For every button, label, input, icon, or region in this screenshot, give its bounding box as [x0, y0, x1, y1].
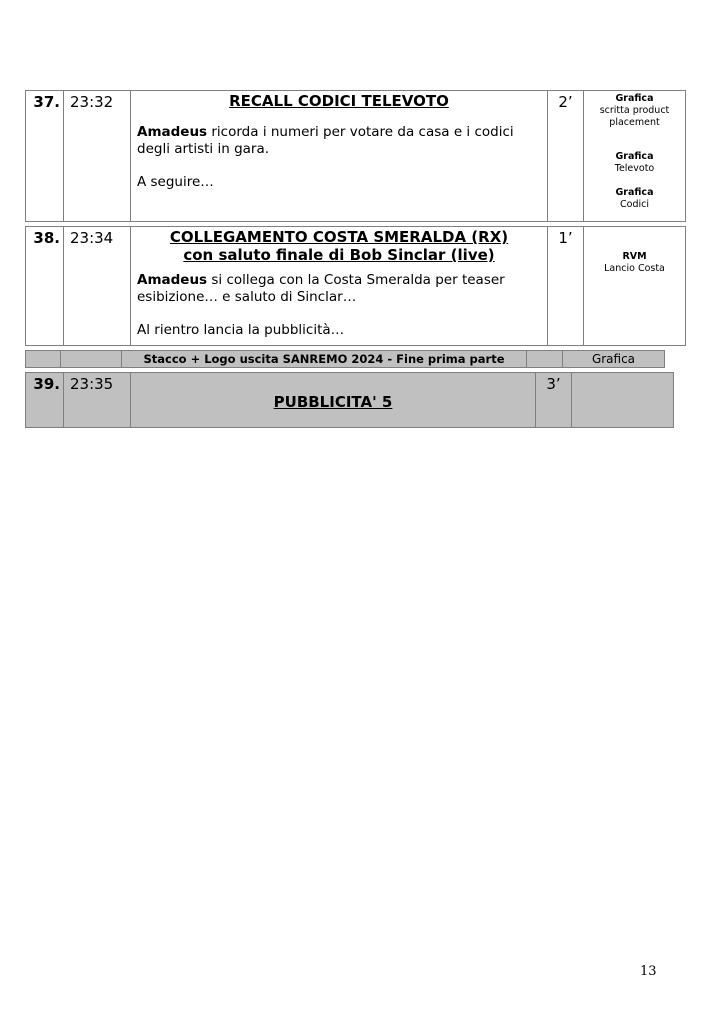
host-name: Amadeus: [137, 272, 208, 288]
segment-body: si collega con la Costa Smeralda per teaser esibizione… e saluto di Sinclar…: [137, 272, 505, 305]
segment-text: [137, 272, 541, 306]
row-time: 23:34: [64, 227, 131, 346]
note-label: Grafica: [615, 151, 654, 162]
row-notes: [572, 373, 674, 428]
rundown-row-39: [25, 372, 674, 428]
note-text: Codici: [620, 199, 649, 210]
row-notes: [584, 91, 686, 222]
page-number: 13: [640, 964, 657, 979]
empty-cell: [61, 351, 122, 368]
empty-cell: [26, 351, 61, 368]
rundown-row-38: [25, 226, 686, 346]
host-name: Amadeus: [137, 124, 208, 140]
row-description: [131, 227, 548, 346]
note-label: Grafica: [615, 93, 654, 104]
row-duration: 1’: [548, 227, 584, 346]
row-number: 37.: [26, 91, 64, 222]
segment-title: COLLEGAMENTO COSTA SMERALDA (RX): [169, 228, 509, 246]
row-time: 23:35: [64, 373, 131, 428]
note-text: scritta product placement: [599, 105, 670, 128]
row-time: 23:32: [64, 91, 131, 222]
note-text: Lancio Costa: [604, 263, 665, 274]
segment-text: [137, 124, 541, 158]
stacco-text: Stacco + Logo uscita SANREMO 2024 - Fine prima parte: [122, 351, 527, 368]
segment-follow: A seguire…: [137, 174, 214, 190]
segment-subtitle: con saluto finale di Bob Sinclar (live): [183, 246, 495, 264]
row-number: 38.: [26, 227, 64, 346]
empty-cell: [527, 351, 563, 368]
row-description: [131, 91, 548, 222]
row-notes: [584, 227, 686, 346]
row-duration: 3’: [536, 373, 572, 428]
row-number: 39.: [26, 373, 64, 428]
note-label: RVM: [622, 251, 647, 262]
row-description: [131, 373, 536, 428]
row-duration: 2’: [548, 91, 584, 222]
segment-title: PUBBLICITA' 5: [273, 393, 393, 411]
stacco-note: Grafica: [563, 351, 665, 368]
segment-title: RECALL CODICI TELEVOTO: [229, 92, 449, 110]
segment-follow: Al rientro lancia la pubblicità…: [137, 322, 345, 338]
note-label: Grafica: [615, 187, 654, 198]
note-text: Televoto: [614, 163, 655, 174]
segment-body: ricorda i numeri per votare da casa e i codici degli artisti in gara.: [137, 124, 514, 157]
rundown-row-37: [25, 90, 686, 222]
stacco-row: [25, 350, 665, 368]
